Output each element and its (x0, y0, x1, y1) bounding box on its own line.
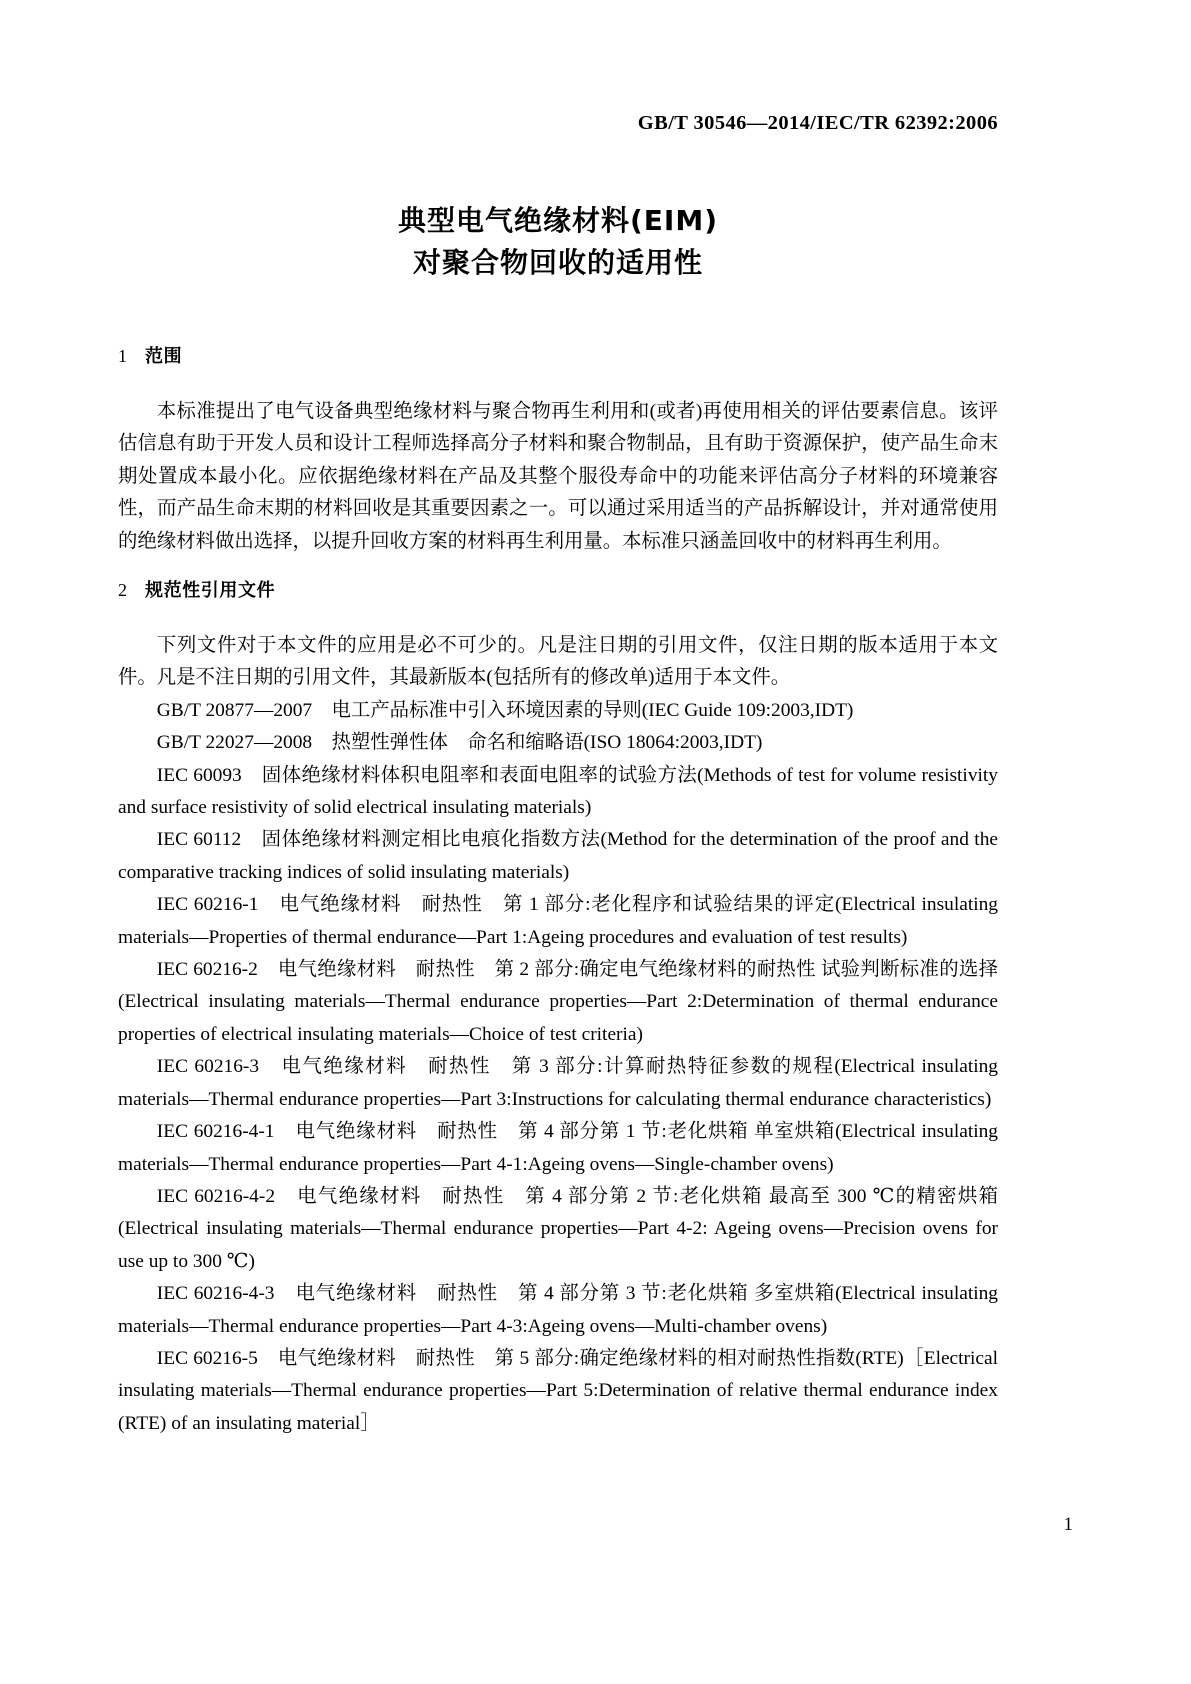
section-1-heading-row (118, 342, 182, 368)
reference-entry: GB/T 20877—2007 电工产品标准中引入环境因素的导则(IEC Guide 109:2003,IDT) (156, 699, 854, 721)
reference-entry: IEC 60216-2 电气绝缘材料 耐热性 第 2 部分:确定电气绝缘材料的耐热性 试验判断标准的选择(Electrical insulating materials—Thermal endurance properties—Part 2:Determination of thermal endurance properties of electrical insulating materials—Choice of test criteria) (118, 959, 998, 1045)
reference-entry: IEC 60216-1 电气绝缘材料 耐热性 第 1 部分:老化程序和试验结果的评定(Electrical insulating materials—Properties of thermal endurance—Part 1:Ageing procedures and evaluation of test results) (118, 894, 998, 948)
reference-entry: GB/T 22027—2008 热塑性弹性体 命名和缩略语(ISO 18064:2003,IDT) (156, 732, 763, 754)
section-2-heading (118, 576, 275, 602)
reference-entry: IEC 60216-4-1 电气绝缘材料 耐热性 第 4 部分第 1 节:老化烘箱 单室烘箱(Electrical insulating materials—Thermal endurance properties—Part 4-1:Ageing ovens—Single-chamber ovens) (118, 1121, 998, 1175)
section-1-body (118, 396, 998, 558)
reference-entry: IEC 60216-5 电气绝缘材料 耐热性 第 5 部分:确定绝缘材料的相对耐热性指数(RTE)［Electrical insulating materials—Thermal endurance properties—Part 5:Determination of relative thermal endurance index (RTE) of an insulating material］ (118, 1347, 998, 1434)
section-1-title: 范围 (145, 346, 183, 367)
running-header: GB/T 30546—2014/IEC/TR 62392:2006 (637, 112, 998, 134)
section-1-heading (118, 342, 182, 368)
section-2-title: 规范性引用文件 (145, 580, 276, 601)
reference-entry: IEC 60216-4-2 电气绝缘材料 耐热性 第 4 部分第 2 节:老化烘箱 最高至 300 ℃的精密烘箱(Electrical insulating materials—Thermal endurance properties—Part 4-2: Ageing ovens—Precision ovens for use up to 300 ℃) (118, 1185, 998, 1272)
page-number: 1 (1063, 1514, 1073, 1535)
reference-entry: IEC 60093 固体绝缘材料体积电阻率和表面电阻率的试验方法(Methods of test for volume resistivity and surface resistivity of solid electrical insulating materials) (118, 764, 998, 819)
reference-entry: IEC 60216-3 电气绝缘材料 耐热性 第 3 部分:计算耐热特征参数的规程(Electrical insulating materials—Thermal endurance properties—Part 3:Instructions for calculating thermal endurance characteristics) (118, 1056, 998, 1110)
section-1-number: 1 (118, 346, 128, 366)
title-line-2: 对聚合物回收的适用性 (412, 246, 703, 279)
reference-entry: IEC 60112 固体绝缘材料测定相比电痕化指数方法(Method for the determination of the proof and the comparative tracking indices of solid insulating materials) (118, 829, 998, 883)
section-2-body (118, 630, 998, 1440)
page-title (118, 200, 998, 284)
section-2-number: 2 (118, 580, 128, 600)
reference-entry: IEC 60216-4-3 电气绝缘材料 耐热性 第 4 部分第 3 节:老化烘箱 多室烘箱(Electrical insulating materials—Thermal endurance properties—Part 4-3:Ageing ovens—Multi-chamber ovens) (118, 1283, 998, 1337)
section-1-paragraph: 本标准提出了电气设备典型绝缘材料与聚合物再生利用和(或者)再使用相关的评估要素信息。该评估信息有助于开发人员和设计工程师选择高分子材料和聚合物制品，且有助于资源保护，使产品生命末期处置成本最小化。应依据绝缘材料在产品及其整个服役寿命中的功能来评估高分子材料的环境兼容性，而产品生命末期的材料回收是其重要因素之一。可以通过采用适当的产品拆解设计，并对通常使用的绝缘材料做出选择，以提升回收方案的材料再生利用量。本标准只涵盖回收中的材料再生利用。 (118, 401, 998, 552)
title-line-1: 典型电气绝缘材料(EIM) (397, 204, 718, 237)
section-2-heading-row (118, 576, 275, 602)
section-2-paragraph: 下列文件对于本文件的应用是必不可少的。凡是注日期的引用文件，仅注日期的版本适用于本文件。凡是不注日期的引用文件，其最新版本(包括所有的修改单)适用于本文件。 (118, 635, 998, 689)
